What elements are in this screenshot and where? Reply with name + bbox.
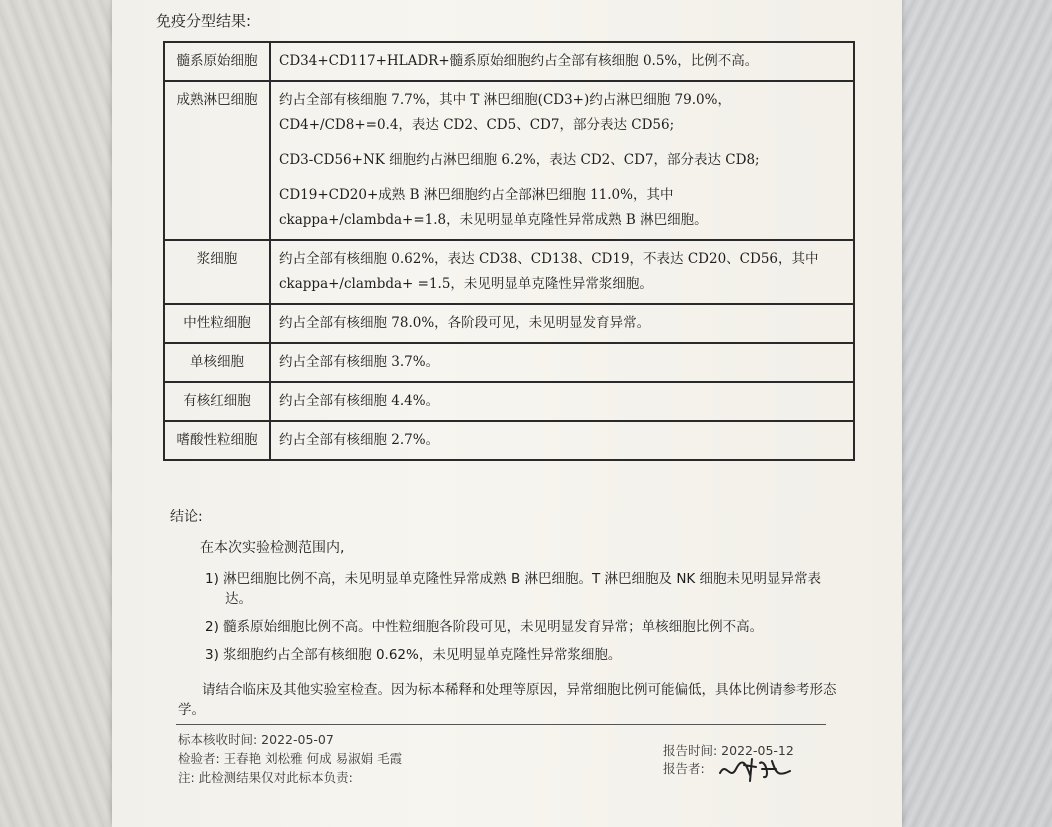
- description-paragraph: CD19+CD20+成熟 B 淋巴细胞约占全部淋巴细胞 11.0%，其中 ckappa+/clambda+=1.8，未见明显单克隆性异常成熟 B 淋巴细胞。: [279, 187, 708, 228]
- conclusion-heading: 结论:: [170, 509, 203, 525]
- table-row: [164, 304, 854, 343]
- cell-type-description: [270, 343, 854, 382]
- table-row: [164, 42, 854, 81]
- section-title: 免疫分型结果:: [156, 12, 252, 30]
- cell-type-label: 有核红细胞: [164, 382, 270, 421]
- conclusion-items: [205, 569, 845, 673]
- received-time: 标本核收时间: 2022-05-07: [178, 732, 334, 747]
- conclusion-item: 1) 淋巴细胞比例不高，未见明显单克隆性异常成熟 B 淋巴细胞。T 淋巴细胞及 NK 细胞未见明显异常表达。: [205, 571, 822, 607]
- cell-type-description: [270, 304, 854, 343]
- reporter-signature: [716, 755, 796, 785]
- report-date: 报告时间: 2022-05-12: [663, 743, 794, 758]
- description-paragraph: 约占全部有核细胞 2.7%。: [279, 432, 440, 448]
- conclusion-intro: 在本次实验检测范围内,: [200, 540, 345, 556]
- background-right-surface: [902, 0, 1052, 827]
- checkers: 检验者: 王春艳 刘松雅 何成 易淑娟 毛霞: [178, 751, 403, 766]
- cell-type-label: 成熟淋巴细胞: [164, 81, 270, 240]
- background-left-surface: [0, 0, 112, 827]
- cell-type-label: 中性粒细胞: [164, 304, 270, 343]
- cell-type-description: [270, 382, 854, 421]
- table-row: [164, 343, 854, 382]
- cell-type-label: 髓系原始细胞: [164, 42, 270, 81]
- description-paragraph: CD3-CD56+NK 细胞约占淋巴细胞 6.2%，表达 CD2、CD7，部分表达 CD8;: [279, 152, 760, 168]
- immunophenotype-table: [163, 41, 855, 461]
- cell-type-description: [270, 421, 854, 460]
- reporter-label: 报告者:: [663, 761, 705, 776]
- cell-type-label: 浆细胞: [164, 240, 270, 304]
- table-row: [164, 382, 854, 421]
- table-row: [164, 240, 854, 304]
- description-paragraph: 约占全部有核细胞 7.7%，其中 T 淋巴细胞(CD3+)约占淋巴细胞 79.0%，CD4+/CD8+=0.4，表达 CD2、CD5、CD7，部分表达 CD56;: [279, 92, 731, 133]
- description-paragraph: 约占全部有核细胞 78.0%，各阶段可见，未见明显发育异常。: [279, 315, 651, 331]
- footer-divider: [176, 724, 826, 725]
- cell-type-label: 单核细胞: [164, 343, 270, 382]
- description-paragraph: 约占全部有核细胞 0.62%，表达 CD38、CD138、CD19，不表达 CD20、CD56，其中 ckappa+/clambda+ =1.5，未见明显单克隆性异常浆细胞。: [279, 251, 819, 292]
- conclusion-item: 3) 浆细胞约占全部有核细胞 0.62%，未见明显单克隆性异常浆细胞。: [205, 647, 622, 663]
- description-paragraph: 约占全部有核细胞 3.7%。: [279, 354, 440, 370]
- table-row: [164, 421, 854, 460]
- description-paragraph: 约占全部有核细胞 4.4%。: [279, 393, 440, 409]
- footer-note: 注: 此检测结果仅对此标本负责:: [178, 770, 353, 785]
- description-paragraph: CD34+CD117+HLADR+髓系原始细胞约占全部有核细胞 0.5%，比例不高。: [279, 53, 759, 69]
- cell-type-description: [270, 42, 854, 81]
- cell-type-description: [270, 240, 854, 304]
- cell-type-description: [270, 81, 854, 240]
- cell-type-label: 嗜酸性粒细胞: [164, 421, 270, 460]
- table-row: [164, 81, 854, 240]
- conclusion-advice: 请结合临床及其他实验室检查。因为标本稀释和处理等原因，异常细胞比例可能偏低，具体比例请参考形态学。: [178, 682, 837, 718]
- conclusion-item: 2) 髓系原始细胞比例不高。中性粒细胞各阶段可见，未见明显发育异常；单核细胞比例不高。: [205, 619, 764, 635]
